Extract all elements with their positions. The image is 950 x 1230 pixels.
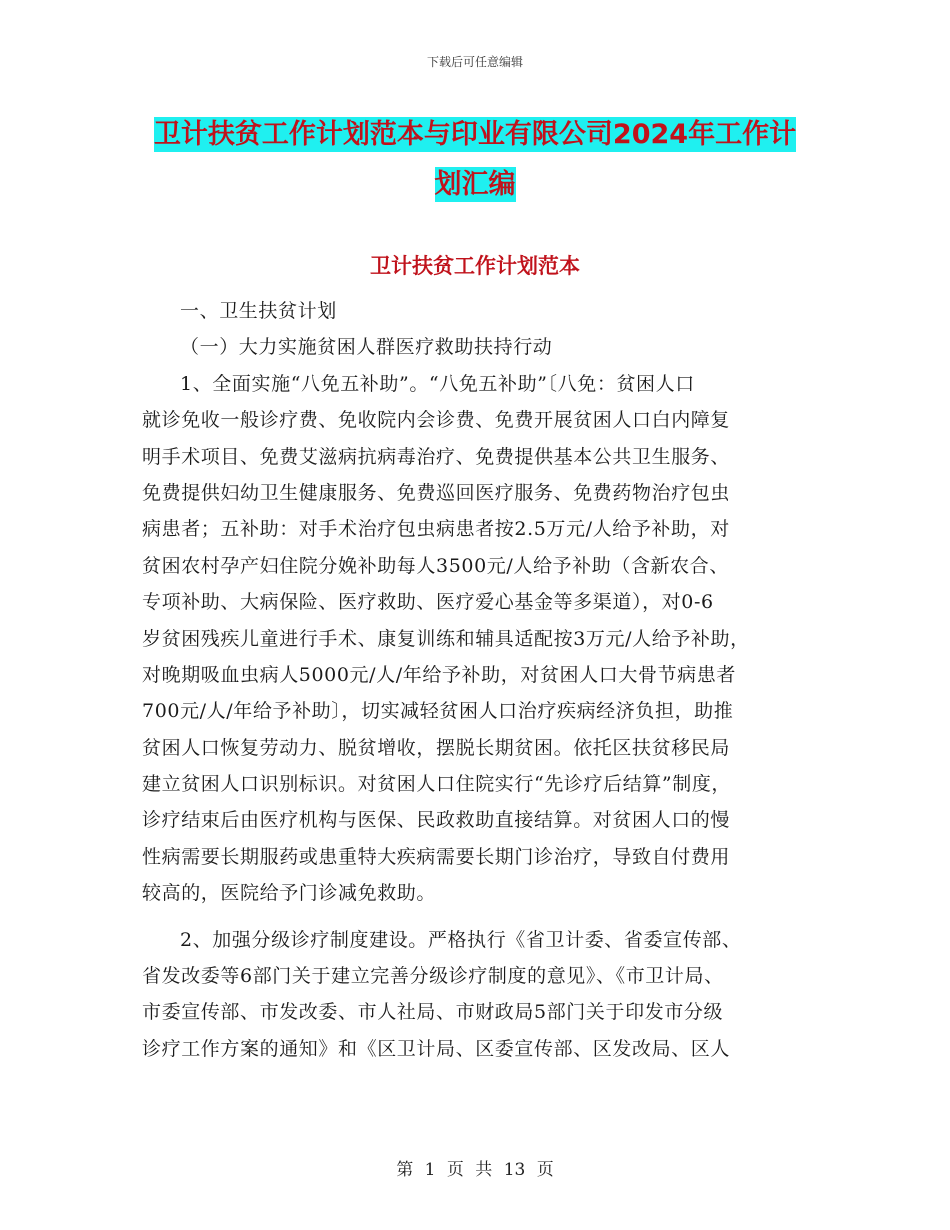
- paragraph-line: 对晚期吸血虫病人5000元/人/年给予补助，对贫困人口大骨节病患者: [142, 663, 736, 686]
- paragraph-line: 免费提供妇幼卫生健康服务、免费巡回医疗服务、免费药物治疗包虫: [142, 481, 731, 504]
- paragraph-line: 病患者；五补助：对手术治疗包虫病患者按2.5万元/人给予补助，对: [142, 518, 730, 541]
- paragraph-line: 700元/人/年给予补助〕，切实减轻贫困人口治疗疾病经济负担，助推: [142, 700, 734, 723]
- section-title: 卫计扶贫工作计划范本: [370, 254, 580, 278]
- paragraph-line: 就诊免收一般诊疗费、免收院内会诊费、免费开展贫困人口白内障复: [142, 409, 731, 432]
- page-footer: 第 1 页 共 13 页: [396, 1160, 554, 1180]
- paragraph-line: 省发改委等6部门关于建立完善分级诊疗制度的意见》、《市卫计局、: [142, 965, 724, 988]
- document-body: [142, 293, 807, 1067]
- paragraph-line: 岁贫困残疾儿童进行手术、康复训练和辅具适配按3万元/人给予补助，: [142, 627, 750, 650]
- paragraph-2: [142, 922, 807, 1068]
- paragraph-line: 建立贫困人口识别标识。对贫困人口住院实行“先诊疗后结算”制度，: [142, 773, 732, 796]
- paragraph-line: 明手术项目、免费艾滋病抗病毒治疗、免费提供基本公共卫生服务、: [142, 445, 731, 468]
- heading-level-1: 一、卫生扶贫计划: [180, 300, 337, 322]
- heading-level-2: （一）大力实施贫困人群医疗救助扶持行动: [180, 336, 553, 359]
- paragraph-line: 2、加强分级诊疗制度建设。严格执行《省卫计委、省委宣传部、: [180, 928, 742, 951]
- paragraph-line: 诊疗工作方案的通知》和《区卫计局、区委宣传部、区发改局、区人: [142, 1037, 731, 1060]
- paragraph-line: 专项补助、大病保险、医疗救助、医疗爱心基金等多渠道），对0-6: [142, 591, 714, 614]
- document-title-line-2: 划汇编: [434, 169, 516, 200]
- document-title-line-1: 卫计扶贫工作计划范本与印业有限公司2024年工作计: [153, 119, 797, 150]
- document-title: [140, 110, 810, 210]
- paragraph-line: 较高的，医院给予门诊减免救助。: [142, 882, 437, 905]
- paragraph-1: [142, 366, 807, 912]
- paragraph-line: 诊疗结束后由医疗机构与医保、民政救助直接结算。对贫困人口的慢: [142, 809, 731, 832]
- paragraph-line: 性病需要长期服药或患重特大疾病需要长期门诊治疗，导致自付费用: [142, 845, 731, 868]
- paragraph-line: 贫困农村孕产妇住院分娩补助每人3500元/人给予补助（含新农合、: [142, 554, 729, 577]
- paragraph-line: 贫困人口恢复劳动力、脱贫增收，摆脱长期贫困。依托区扶贫移民局: [142, 736, 731, 759]
- header-note: 下载后可任意编辑: [426, 55, 523, 69]
- paragraph-line: 1、全面实施“八免五补助”。“八免五补助”〔八免：贫困人口: [180, 372, 695, 395]
- paragraph-line: 市委宣传部、市发改委、市人社局、市财政局5部门关于印发市分级: [142, 1001, 724, 1024]
